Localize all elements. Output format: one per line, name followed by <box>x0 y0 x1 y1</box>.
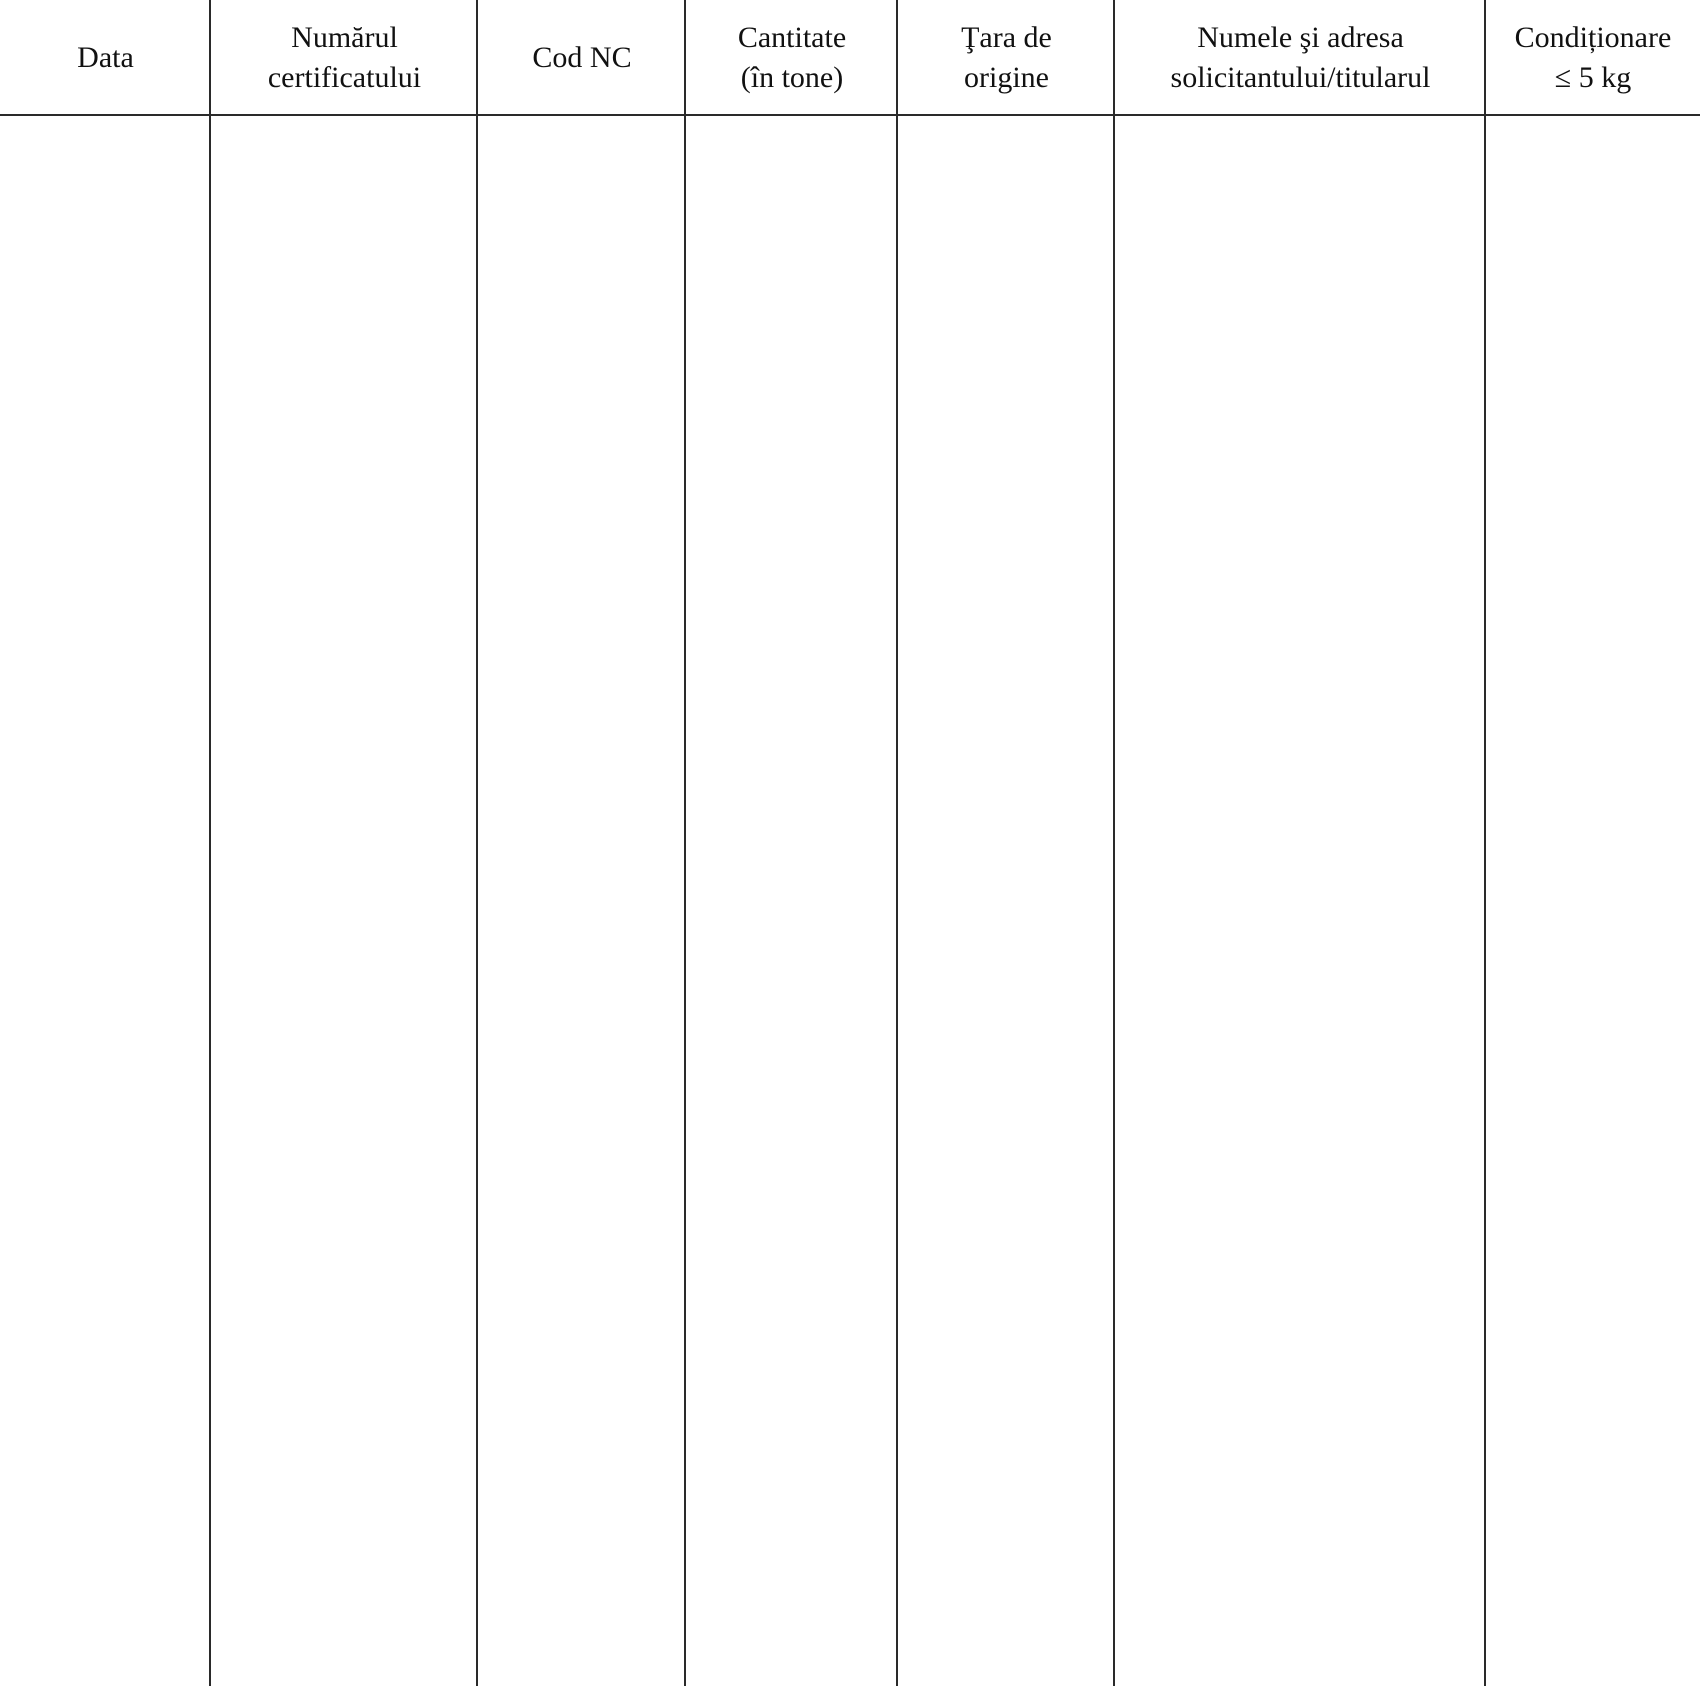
column-packaging <box>1484 0 1700 1686</box>
column-cn-code <box>476 0 686 1686</box>
cell-applicant-name-address <box>1115 115 1486 1686</box>
header-packaging: Condiționare ≤ 5 kg <box>1514 20 1672 94</box>
cell-data <box>0 115 211 1686</box>
cell-certificate-number <box>211 115 478 1686</box>
column-country-of-origin <box>896 0 1115 1686</box>
column-data <box>0 0 211 1686</box>
cell-country-of-origin <box>898 115 1115 1686</box>
column-quantity <box>684 0 898 1686</box>
header-applicant-name-address: Numele şi adresa solicitantului/titularul <box>1170 20 1431 94</box>
cell-packaging <box>1486 115 1700 1686</box>
header-divider <box>0 114 1700 116</box>
header-data: Data <box>77 40 134 74</box>
cell-cn-code <box>478 115 686 1686</box>
header-cn-code: Cod NC <box>532 40 632 74</box>
header-certificate-number: Numărul certificatului <box>267 20 422 94</box>
column-applicant-name-address <box>1113 0 1486 1686</box>
header-country-of-origin: Ţara de origine <box>961 20 1052 94</box>
cell-quantity <box>686 115 898 1686</box>
header-quantity: Cantitate (în tone) <box>737 20 847 94</box>
column-certificate-number <box>209 0 478 1686</box>
